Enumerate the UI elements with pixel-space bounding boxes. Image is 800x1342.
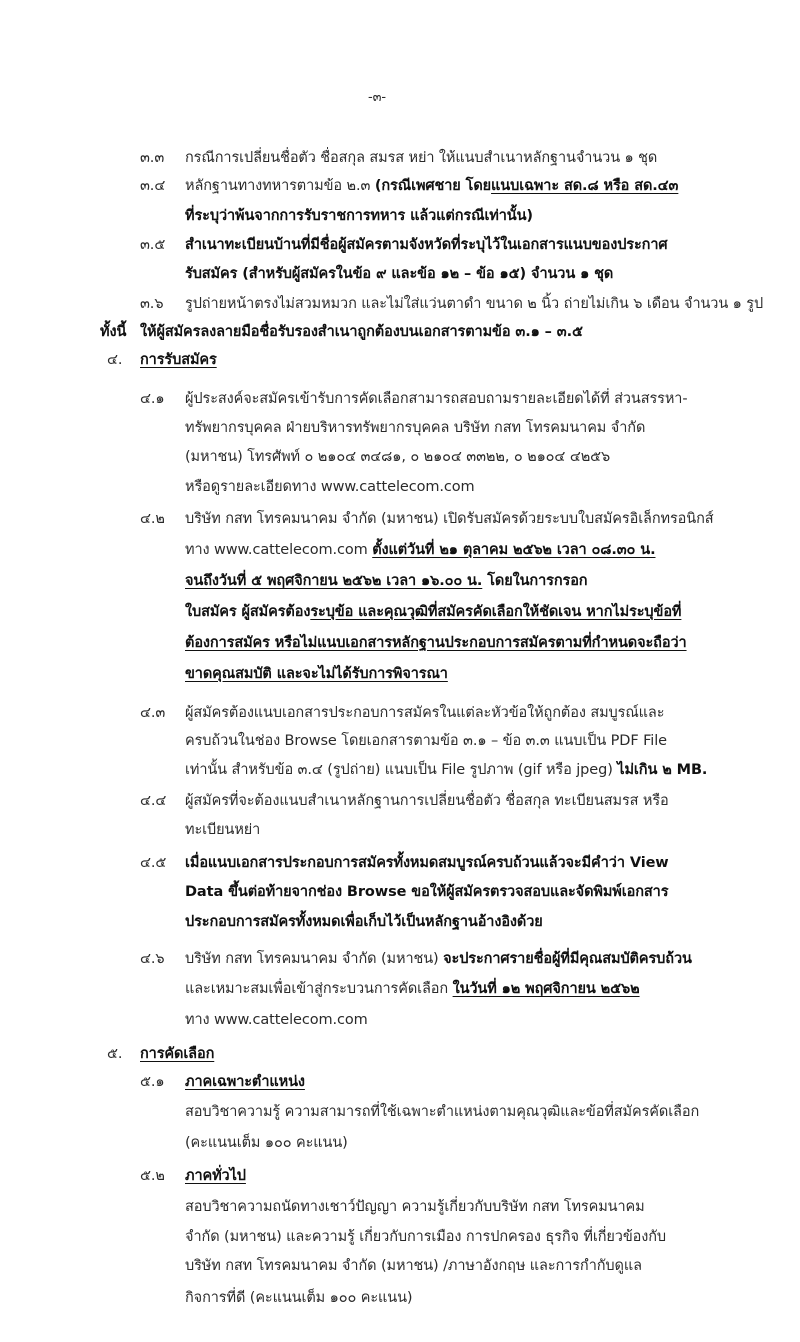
text-line — [185, 947, 692, 971]
bold-text: ประกอบการสมัครทั้งหมดเพื่อเก็บไว้เป็นหลักฐานอ้างอิงด้วย — [185, 914, 543, 930]
item-number: ๔.๖ — [140, 951, 165, 967]
item-number: ๕.๑ — [140, 1074, 165, 1090]
text-segment: ทาง www.cattelecom.com — [185, 1012, 368, 1028]
bold-text: สำเนาทะเบียนบ้านที่มีชื่อผู้สมัครตามจังหวัดที่ระบุไว้ในเอกสารแนบของประกาศ — [185, 237, 668, 253]
underlined-text: ในวันที่ ๑๒ พฤศจิกายน ๒๕๖๒ — [452, 981, 640, 997]
text-line — [185, 758, 707, 782]
text-segment: ผู้สมัครที่จะต้องแนบสำเนาหลักฐานการเปลี่ยนชื่อตัว ชื่อสกุล ทะเบียนสมรส หรือ — [185, 793, 669, 809]
text-line — [185, 292, 763, 316]
text-line — [185, 910, 543, 934]
text-line — [185, 233, 668, 257]
text-segment: สอบวิชาความรู้ ความสามารถที่ใช้เฉพาะตำแหน่งตามคุณวุฒิและข้อที่สมัครคัดเลือก — [185, 1104, 700, 1120]
text-line — [185, 1100, 699, 1124]
bold-text: ใบสมัคร ผู้สมัครต้อง — [185, 604, 311, 620]
text-line — [185, 1070, 305, 1094]
underlined-text: การรับสมัคร — [140, 352, 217, 368]
text-segment: ทรัพยากรบุคคล ฝ่ายบริหารทรัพยากรบุคคล บริษัท กสท โทรคมนาคม จำกัด — [185, 420, 646, 436]
text-line — [185, 1131, 348, 1155]
text-line — [185, 662, 448, 686]
text-line — [185, 507, 714, 531]
text-segment: (มหาชน) โทรศัพท์ ๐ ๒๑๐๔ ๓๔๘๑, ๐ ๒๑๐๔ ๓๓๒๒, ๐ ๒๑๐๔ ๔๒๕๖ — [185, 449, 611, 465]
text-line — [185, 880, 668, 904]
text-segment: กรณีการเปลี่ยนชื่อตัว ชื่อสกุล สมรส หย่า ให้แนบสำเนาหลักฐานจำนวน ๑ ชุด — [185, 150, 658, 166]
text-segment: บริษัท กสท โทรคมนาคม จำกัด (มหาชน) /ภาษาอังกฤษ และการกำกับดูแล — [185, 1258, 642, 1274]
underlined-text: ขาดคุณสมบัติ และจะไม่ได้รับการพิจารณา — [185, 666, 448, 682]
text-segment: ทาง www.cattelecom.com — [185, 542, 373, 558]
bold-text: โดยในการกรอก — [482, 573, 588, 589]
text-line — [185, 1008, 368, 1032]
underlined-text: ระบุข้อ และคุณวุฒิที่สมัครคัดเลือกให้ชัดเจน หากไม่ระบุข้อที่ — [310, 604, 682, 620]
underlined-text: ภาคทั่วไป — [185, 1168, 246, 1184]
underlined-text: การคัดเลือก — [140, 1046, 215, 1062]
underlined-text: ต้องการสมัคร หรือไม่แนบเอกสารหลักฐานประกอบการสมัครตามที่กำหนดจะถือว่า — [185, 635, 687, 651]
item-number: ๕.๒ — [140, 1168, 165, 1184]
underlined-text: แนบเฉพาะ สด.๘ หรือ สด.๔๓ — [491, 178, 679, 194]
item-number: ๓.๔ — [140, 178, 166, 194]
text-segment: สอบวิชาความถนัดทางเชาว์ปัญญา ความรู้เกี่ยวกับบริษัท กสท โทรคมนาคม — [185, 1199, 645, 1215]
item-number: ๕. — [107, 1046, 123, 1062]
item-number: ๔.๑ — [140, 391, 165, 407]
text-line — [185, 146, 657, 170]
text-line — [140, 320, 583, 344]
underlined-text: ภาคเฉพาะตำแหน่ง — [185, 1074, 305, 1090]
text-line — [185, 851, 669, 875]
text-segment: และเหมาะสมเพื่อเข้าสู่กระบวนการคัดเลือก — [185, 981, 453, 997]
text-segment: ทะเบียนหย่า — [185, 822, 261, 838]
text-segment: ผู้ประสงค์จะสมัครเข้ารับการคัดเลือกสามารถสอบถามรายละเอียดได้ที่ ส่วนสรรหา- — [185, 391, 688, 407]
item-number: ๔. — [107, 352, 123, 368]
text-line — [185, 475, 475, 499]
text-segment: หลักฐานทางทหารตามข้อ ๒.๓ — [185, 178, 375, 194]
text-line — [185, 538, 655, 562]
text-segment: หรือดูรายละเอียดทาง www.cattelecom.com — [185, 479, 475, 495]
item-number: ๔.๒ — [140, 511, 165, 527]
page-number: -๓- — [368, 90, 386, 105]
text-line — [185, 1286, 412, 1310]
bold-text: Data ขึ้นต่อท้ายจากช่อง Browse ขอให้ผู้สมัครตรวจสอบและจัดพิมพ์เอกสาร — [185, 884, 669, 900]
text-line — [140, 348, 217, 372]
text-line — [140, 1042, 214, 1066]
item-number: ๓.๓ — [140, 150, 165, 166]
text-line — [185, 1254, 642, 1278]
item-number: ๔.๔ — [140, 793, 167, 809]
text-line — [185, 600, 681, 624]
bold-text: ที่ระบุว่าพ้นจากการรับราชการทหาร แล้วแต่กรณีเท่านั้น) — [185, 208, 533, 224]
text-line — [185, 262, 613, 286]
text-segment: (คะแนนเต็ม ๑๐๐ คะแนน) — [185, 1135, 348, 1151]
text-segment: บริษัท กสท โทรคมนาคม จำกัด (มหาชน) เปิดรับสมัครด้วยระบบใบสมัครอิเล็กทรอนิกส์ — [185, 511, 714, 527]
item-number: ๓.๖ — [140, 296, 164, 312]
text-line — [185, 631, 687, 655]
text-segment: จำกัด (มหาชน) และความรู้ เกี่ยวกับการเมือง การปกครอง ธุรกิจ ที่เกี่ยวข้องกับ — [185, 1229, 667, 1245]
text-line — [185, 1164, 246, 1188]
text-line — [185, 1225, 666, 1249]
item-number: ๔.๕ — [140, 855, 167, 871]
text-segment: ผู้สมัครต้องแนบเอกสารประกอบการสมัครในแต่ละหัวข้อให้ถูกต้อง สมบูรณ์และ — [185, 705, 665, 721]
text-line — [185, 729, 667, 753]
item-number: ๓.๕ — [140, 237, 166, 253]
text-line — [185, 416, 645, 440]
text-line — [185, 387, 687, 411]
bold-text: จะประกาศรายชื่อผู้ที่มีคุณสมบัติครบถ้วน — [443, 951, 692, 967]
bold-text: ให้ผู้สมัครลงลายมือชื่อรับรองสำเนาถูกต้องบนเอกสารตามข้อ ๓.๑ – ๓.๕ — [140, 324, 583, 340]
item-number: ๔.๓ — [140, 705, 166, 721]
text-segment: ครบถ้วนในช่อง Browse โดยเอกสารตามข้อ ๓.๑ – ข้อ ๓.๓ แนบเป็น PDF File — [185, 733, 667, 749]
text-line — [185, 445, 610, 469]
text-line — [185, 701, 664, 725]
text-line — [185, 204, 533, 228]
text-segment: เท่านั้น สำหรับข้อ ๓.๔ (รูปถ่าย) แนบเป็น File รูปภาพ (gif หรือ jpeg) — [185, 762, 618, 778]
text-line — [185, 174, 678, 198]
text-line — [185, 818, 260, 842]
text-segment: กิจการที่ดี (คะแนนเต็ม ๑๐๐ คะแนน) — [185, 1290, 413, 1306]
underlined-text: ตั้งแต่วันที่ ๒๑ ตุลาคม ๒๕๖๒ เวลา ๐๘.๓๐ น. — [372, 542, 656, 558]
text-line — [185, 789, 669, 813]
text-line — [185, 977, 640, 1001]
bold-text: (กรณีเพศชาย โดย — [374, 178, 492, 194]
bold-text: เมื่อแนบเอกสารประกอบการสมัครทั้งหมดสมบูรณ์ครบถ้วนแล้วจะมีคำว่า View — [185, 855, 669, 871]
underlined-text: จนถึงวันที่ ๕ พฤศจิกายน ๒๕๖๒ เวลา ๑๖.๐๐ น. — [185, 573, 483, 589]
text-line — [185, 1195, 645, 1219]
text-segment: บริษัท กสท โทรคมนาคม จำกัด (มหาชน) — [185, 951, 444, 967]
text-segment: รูปถ่ายหน้าตรงไม่สวมหมวก และไม่ใส่แว่นตาดำ ขนาด ๒ นิ้ว ถ่ายไม่เกิน ๖ เดือน จำนวน ๑ รูป — [185, 296, 764, 312]
text-line — [185, 569, 588, 593]
bold-text: ไม่เกิน ๒ MB. — [617, 762, 708, 778]
bold-text: รับสมัคร (สำหรับผู้สมัครในข้อ ๙ และข้อ ๑๒ – ข้อ ๑๕) จำนวน ๑ ชุด — [185, 266, 614, 282]
item-number: ทั้งนี้ — [100, 324, 127, 340]
